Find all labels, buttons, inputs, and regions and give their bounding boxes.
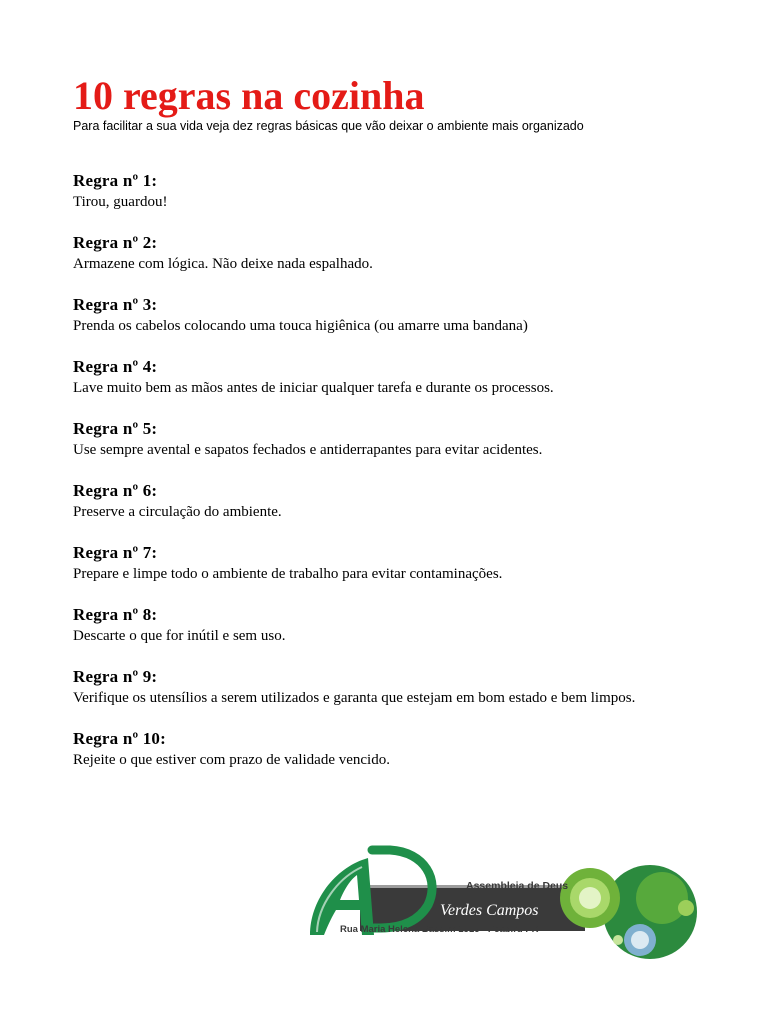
logo-congregation: Verdes Campos <box>440 902 539 919</box>
logo-circle-dot <box>613 935 623 945</box>
rule-heading: Regra nº 4: <box>73 357 158 376</box>
rule-heading: Regra nº 8: <box>73 605 158 624</box>
rule-text: Verifique os utensílios a serem utilizados e garanta que estejam em bom estado e bem limpos. <box>73 690 636 706</box>
rule-heading: Regra nº 1: <box>73 171 158 190</box>
page-title: 10 regras na cozinha <box>73 73 425 118</box>
rule-item <box>73 170 695 212</box>
church-logo <box>300 840 700 965</box>
rule-text: Lave muito bem as mãos antes de iniciar qualquer tarefa e durante os processos. <box>73 380 554 396</box>
rule-text: Preserve a circulação do ambiente. <box>73 504 282 520</box>
logo-circle-core <box>579 887 601 909</box>
rule-heading: Regra nº 2: <box>73 233 158 252</box>
rules-list <box>73 170 695 790</box>
rule-text: Prenda os cabelos colocando uma touca higiênica (ou amarre uma bandana) <box>73 318 528 334</box>
rule-heading: Regra nº 5: <box>73 419 158 438</box>
rule-item <box>73 728 695 770</box>
rule-text: Rejeite o que estiver com prazo de validade vencido. <box>73 752 390 768</box>
rule-heading: Regra nº 6: <box>73 481 158 500</box>
rule-item <box>73 542 695 584</box>
rule-heading: Regra nº 9: <box>73 667 158 686</box>
logo-circle-blue-inner <box>631 931 649 949</box>
rule-item <box>73 418 695 460</box>
rule-item <box>73 232 695 274</box>
page-subtitle: Para facilitar a sua vida veja dez regras básicas que vão deixar o ambiente mais organizado <box>73 119 584 133</box>
rule-item <box>73 604 695 646</box>
rule-text: Use sempre avental e sapatos fechados e antiderrapantes para evitar acidentes. <box>73 442 543 458</box>
rule-item <box>73 356 695 398</box>
logo-church-name: Assembleia de Deus <box>466 880 569 892</box>
rule-item <box>73 480 695 522</box>
rule-heading: Regra nº 10: <box>73 729 166 748</box>
rule-text: Tirou, guardou! <box>73 194 168 210</box>
logo-circle-small <box>678 900 694 916</box>
rule-heading: Regra nº 3: <box>73 295 158 314</box>
rule-item <box>73 666 695 708</box>
rule-heading: Regra nº 7: <box>73 543 158 562</box>
logo-circle-light <box>636 872 688 924</box>
rule-text: Armazene com lógica. Não deixe nada espalhado. <box>73 256 373 272</box>
rule-item <box>73 294 695 336</box>
rule-text: Descarte o que for inútil e sem uso. <box>73 628 286 644</box>
rule-text: Prepare e limpe todo o ambiente de trabalho para evitar contaminações. <box>73 566 503 582</box>
logo-address: Rua Maria Helena Bassim 1516 - Peabiru PR <box>340 924 539 935</box>
